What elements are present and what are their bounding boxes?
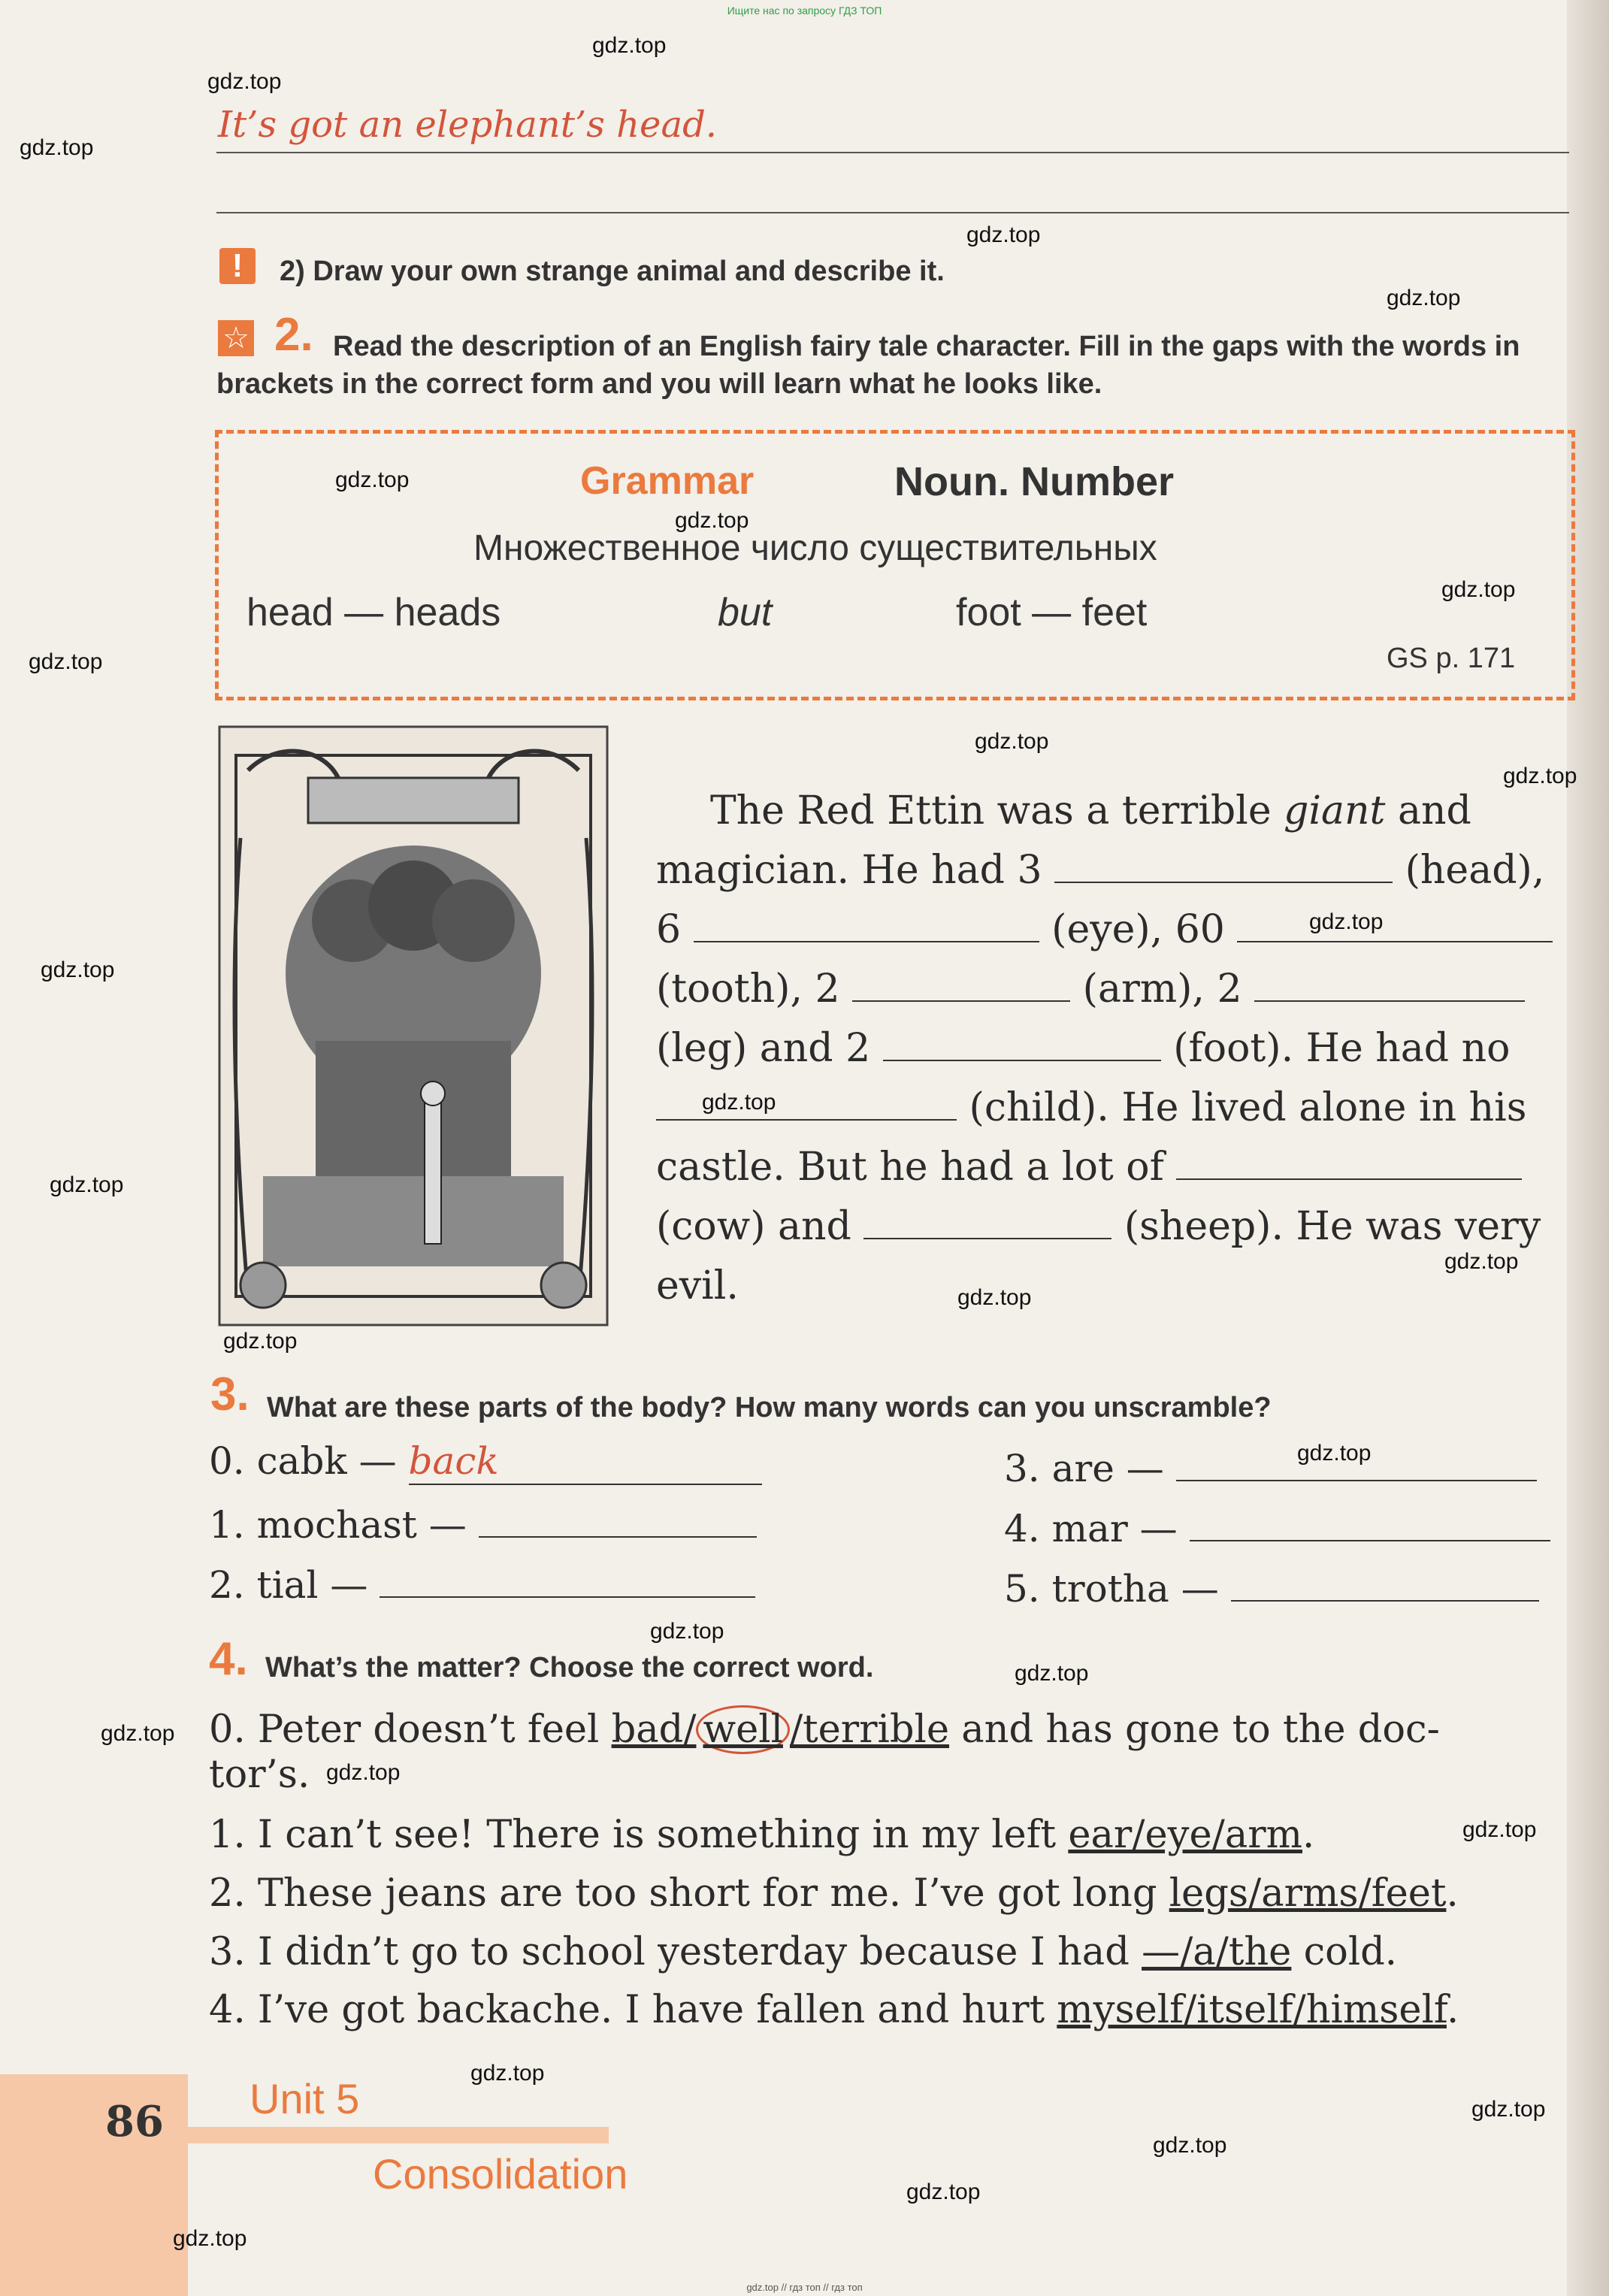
task4-number: 4. xyxy=(209,1633,248,1685)
watermark: gdz.top xyxy=(29,649,103,674)
watermark: gdz.top xyxy=(1387,286,1461,310)
watermark: gdz.top xyxy=(592,33,667,58)
task4-sentence-2: 2. These jeans are too short for me. I’ve got long legs/arms/feet. xyxy=(209,1871,1459,1916)
watermark: gdz.top xyxy=(41,957,115,982)
unit-label: Unit 5 xyxy=(250,2075,360,2122)
grammar-title: Grammar xyxy=(580,459,755,503)
handwritten-answer: It’s got an elephant’s head. xyxy=(218,104,718,146)
watermark: gdz.top xyxy=(957,1285,1032,1310)
watermark: gdz.top xyxy=(675,508,749,533)
task3-item-0: 0. cabk — back xyxy=(209,1438,762,1485)
watermark: gdz.top xyxy=(975,729,1049,754)
task3-gap-2[interactable] xyxy=(380,1559,755,1598)
grammar-ref: GS p. 171 xyxy=(1387,643,1516,674)
watermark: gdz.top xyxy=(1153,2133,1227,2158)
gap-leg[interactable] xyxy=(1254,961,1525,1002)
task3-item-3: 3. are — xyxy=(1004,1442,1537,1491)
section-label: Consolidation xyxy=(373,2150,628,2198)
red-ettin-illustration xyxy=(218,725,609,1326)
task3-item-1: 1. mochast — xyxy=(209,1499,757,1547)
task3-item-4: 4. mar — xyxy=(1004,1502,1550,1551)
watermark: gdz.top xyxy=(702,1090,776,1115)
task4-sentence-0-cont: tor’s. xyxy=(209,1753,310,1797)
task3-item-5: 5. trotha — xyxy=(1004,1562,1539,1611)
gap-eye[interactable] xyxy=(694,902,1039,942)
watermark: gdz.top xyxy=(1309,909,1384,934)
answer-rule-1 xyxy=(216,152,1569,153)
watermark: gdz.top xyxy=(326,1760,401,1785)
task3-item-2: 2. tial — xyxy=(209,1559,755,1608)
task4-sentence-3: 3. I didn’t go to school yesterday because I had —/a/the cold. xyxy=(209,1930,1398,1974)
watermark: gdz.top xyxy=(20,135,94,160)
watermark: gdz.top xyxy=(335,467,410,492)
task4-sentence-4: 4. I’ve got backache. I have fallen and hurt myself/itself/himself. xyxy=(209,1988,1459,2032)
task2-number: 2. xyxy=(274,309,313,361)
task4-sentence-1: 1. I can’t see! There is something in my left ear/eye/arm. xyxy=(209,1813,1315,1857)
task4-text: What’s the matter? Choose the correct word. xyxy=(265,1652,874,1683)
top-note: Ищите нас по запросу ГДЗ ТОП xyxy=(727,5,882,17)
bottom-note: gdz.top // гдз топ // гдз топ xyxy=(746,2282,863,2293)
watermark: gdz.top xyxy=(1015,1661,1089,1686)
watermark: gdz.top xyxy=(1297,1441,1372,1466)
story-line-9: evil. xyxy=(656,1263,739,1308)
watermark: gdz.top xyxy=(101,1721,175,1746)
watermark: gdz.top xyxy=(966,222,1041,247)
gap-arm[interactable] xyxy=(852,961,1070,1002)
grammar-topic: Noun. Number xyxy=(894,459,1174,504)
watermark: gdz.top xyxy=(207,69,282,94)
watermark: gdz.top xyxy=(1444,1249,1519,1274)
gap-sheep[interactable] xyxy=(863,1199,1111,1239)
task3-answer-0: back xyxy=(409,1438,762,1485)
story-line-6: (child). He lived alone in his xyxy=(656,1078,1569,1138)
gap-cow[interactable] xyxy=(1176,1139,1522,1180)
watermark: gdz.top xyxy=(1441,577,1516,602)
circled-answer: well xyxy=(696,1705,789,1754)
task1-text: 2) Draw your own strange animal and describe it. xyxy=(280,256,945,287)
story-line-8: (cow) and (sheep). He was very xyxy=(656,1197,1569,1257)
task3-gap-4[interactable] xyxy=(1190,1502,1550,1541)
story-line-5: (leg) and 2 (foot). He had no xyxy=(656,1019,1569,1078)
page-gutter xyxy=(1567,0,1609,2296)
story-line-7: castle. But he had a lot of xyxy=(656,1138,1569,1197)
task3-text: What are these parts of the body? How many words can you unscramble? xyxy=(267,1392,1272,1423)
task3-gap-1[interactable] xyxy=(479,1499,757,1538)
task4-sentence-0: 0. Peter doesn’t feel bad/ well /terrible and has gone to the doc- xyxy=(209,1708,1569,1753)
task3-gap-5[interactable] xyxy=(1231,1562,1539,1602)
gap-tooth[interactable] xyxy=(1237,902,1553,942)
story-line-3: 6 (eye), 60 xyxy=(656,900,1569,960)
watermark: gdz.top xyxy=(470,2061,545,2086)
exclamation-icon: ! xyxy=(219,248,256,284)
footer-band xyxy=(0,2127,609,2143)
watermark: gdz.top xyxy=(1503,764,1577,788)
gap-child[interactable] xyxy=(656,1080,957,1121)
story-line-2: magician. He had 3 (head), xyxy=(656,841,1569,900)
task3-number: 3. xyxy=(210,1369,250,1420)
watermark: gdz.top xyxy=(906,2180,981,2204)
watermark: gdz.top xyxy=(223,1329,298,1354)
gap-head[interactable] xyxy=(1054,842,1393,883)
watermark: gdz.top xyxy=(650,1619,724,1644)
task2-text: Read the description of an English fairy tale character. Fill in the gaps with the words in brackets in the correct form and you will learn what he looks like. xyxy=(216,331,1520,400)
page-number: 86 xyxy=(105,2097,164,2146)
gap-foot[interactable] xyxy=(883,1021,1161,1061)
watermark: gdz.top xyxy=(173,2226,247,2251)
grammar-example-1: head — heads xyxy=(246,591,501,634)
watermark: gdz.top xyxy=(1462,1817,1537,1842)
grammar-but: but xyxy=(718,591,773,634)
watermark: gdz.top xyxy=(50,1172,124,1197)
story-line-4: (tooth), 2 (arm), 2 xyxy=(656,960,1569,1019)
grammar-example-2: foot — feet xyxy=(956,591,1148,634)
story-line-1: The Red Ettin was a terrible giant and xyxy=(710,788,1471,833)
star-icon: ☆ xyxy=(218,320,254,356)
watermark: gdz.top xyxy=(1471,2097,1546,2122)
answer-rule-2 xyxy=(216,212,1569,213)
grammar-subtitle: Множественное число существительных xyxy=(473,528,1157,568)
story-text xyxy=(656,782,1569,1316)
